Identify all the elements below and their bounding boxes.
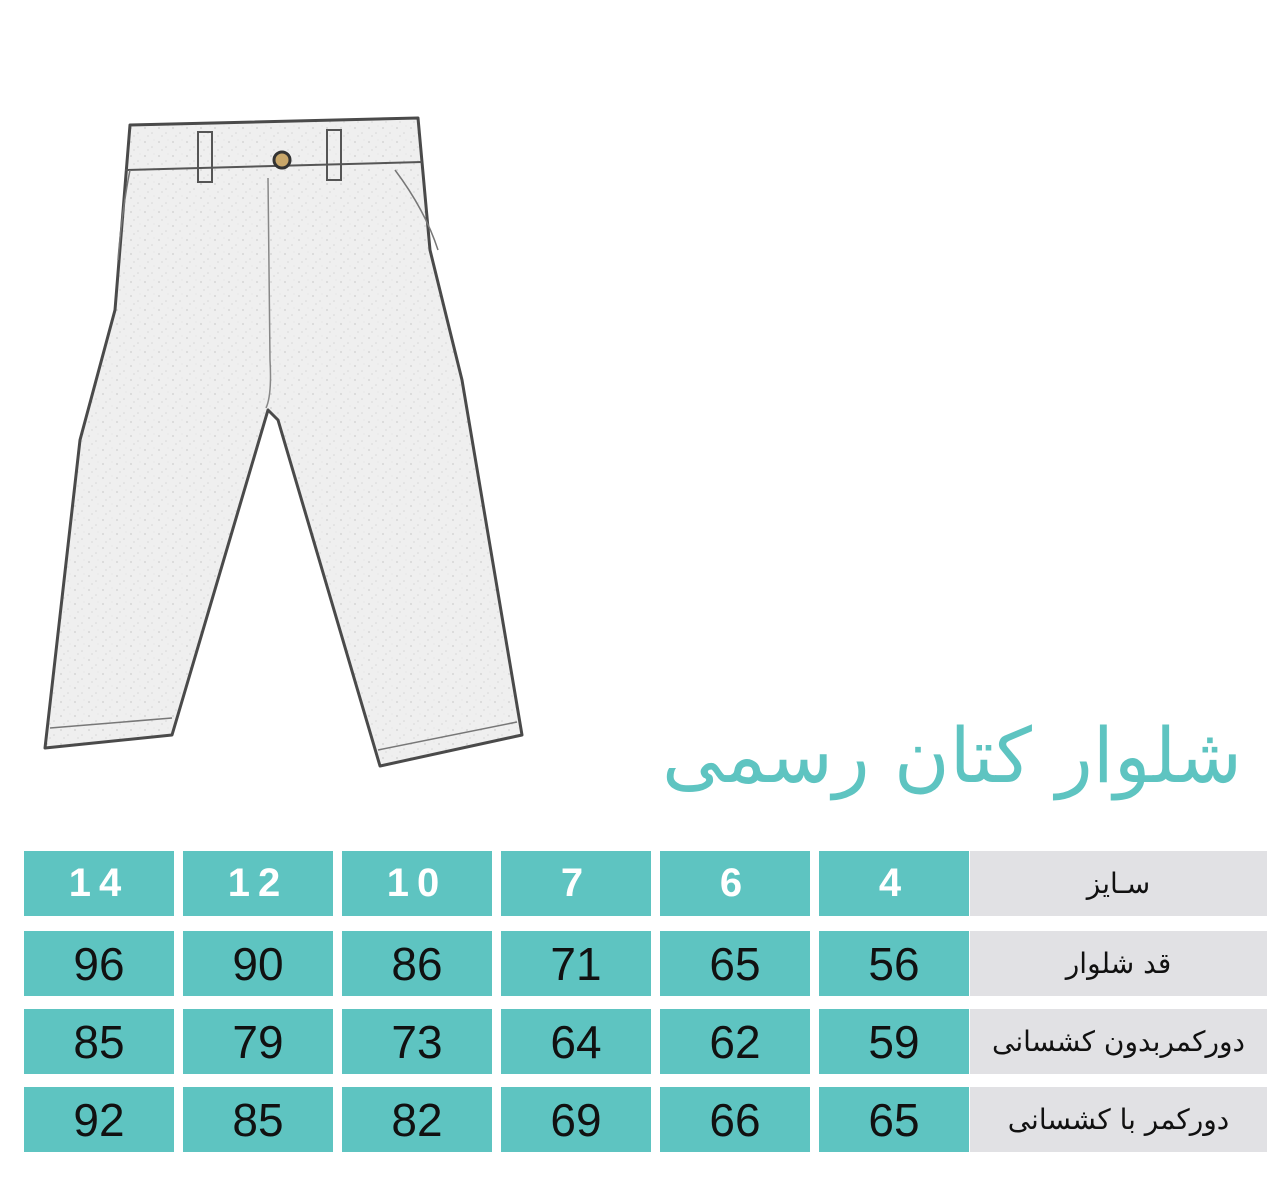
size-cell: 7	[501, 851, 651, 916]
row-label: قد شلوار	[970, 931, 1267, 996]
page-title: شلوار کتان رسمی	[662, 711, 1242, 800]
value-cell: 79	[183, 1009, 333, 1074]
table-row-waist-no-elastic	[24, 1009, 1267, 1074]
value-cell: 85	[24, 1009, 174, 1074]
value-cell: 69	[501, 1087, 651, 1152]
value-cell: 92	[24, 1087, 174, 1152]
value-cell: 85	[183, 1087, 333, 1152]
row-label: دورکمر با کشسانی	[970, 1087, 1267, 1152]
table-row-waist-elastic	[24, 1087, 1267, 1152]
value-cell: 90	[183, 931, 333, 996]
size-cell: 14	[24, 851, 174, 916]
table-row-size	[24, 851, 1267, 916]
table-row-length	[24, 931, 1267, 996]
value-cell: 65	[660, 931, 810, 996]
value-cell: 65	[819, 1087, 969, 1152]
value-cell: 82	[342, 1087, 492, 1152]
value-cell: 96	[24, 931, 174, 996]
value-cell: 56	[819, 931, 969, 996]
value-cell: 62	[660, 1009, 810, 1074]
value-cell: 59	[819, 1009, 969, 1074]
pants-illustration	[30, 110, 540, 780]
pants-body	[45, 118, 522, 766]
value-cell: 71	[501, 931, 651, 996]
size-cell: 6	[660, 851, 810, 916]
value-cell: 66	[660, 1087, 810, 1152]
size-cell: 4	[819, 851, 969, 916]
button-icon	[274, 152, 290, 168]
row-label: سـایز	[970, 851, 1267, 916]
size-cell: 12	[183, 851, 333, 916]
value-cell: 86	[342, 931, 492, 996]
size-cell: 10	[342, 851, 492, 916]
value-cell: 64	[501, 1009, 651, 1074]
row-label: دورکمربدون کشسانی	[970, 1009, 1267, 1074]
value-cell: 73	[342, 1009, 492, 1074]
